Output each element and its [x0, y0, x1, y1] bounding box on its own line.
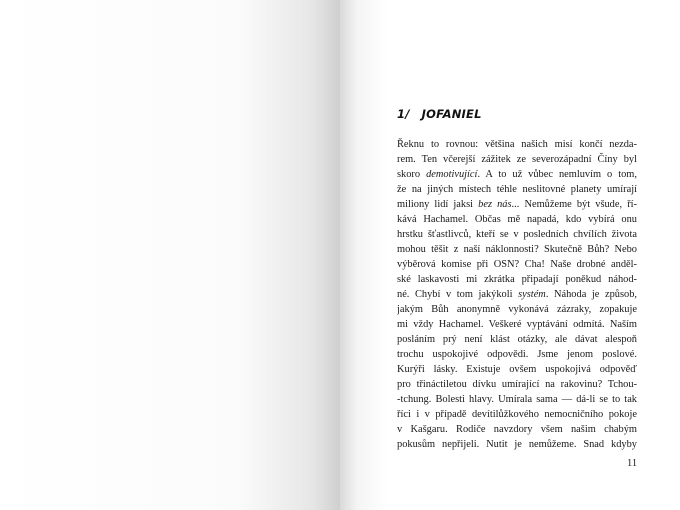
page-number: 11: [627, 458, 638, 469]
text-segment: říci i v případě devítilůžkového nemocničního pokoje: [397, 409, 637, 420]
italic-text: bez nás: [478, 199, 512, 210]
text-line: [397, 332, 637, 347]
text-segment: né. Chybí v tom jakýkoli: [397, 289, 519, 300]
text-line: [397, 152, 637, 167]
text-line: [397, 227, 637, 242]
text-line: [397, 287, 637, 302]
text-line: [397, 242, 637, 257]
text-segment: miliony lidí jaksi: [397, 199, 479, 210]
text-line: [397, 392, 637, 407]
text-segment: v Kašgaru. Rodiče navzdory všem našim chabým: [397, 424, 637, 435]
text-segment: hrstku šťastlivců, kteří se v posledních chvílích života: [397, 229, 637, 240]
text-segment: pokusům nepřijeli. Nutit je nemůžeme. Snad kdyby: [397, 439, 637, 450]
text-segment: rem. Ten včerejší zážitek ze severozápadní Číny byl: [397, 154, 637, 165]
text-line: [397, 272, 637, 287]
chapter-body-text: [397, 137, 637, 452]
text-segment: mohou těšit z naší náklonnosti? Skutečně Bůh? Nebo: [397, 244, 637, 255]
text-line: [397, 362, 637, 377]
text-segment: . Náhoda je způsob,: [545, 289, 637, 300]
text-segment: výběrová komise při OSN? Cha! Naše drobné anděl-: [397, 259, 637, 270]
text-segment: . A to už vůbec nemluvím o tom,: [477, 169, 637, 180]
text-segment: ské laskavosti mi zkrátka připadají poněkud náhod-: [397, 274, 637, 285]
chapter-number: 1/: [397, 107, 410, 121]
text-line: [397, 377, 637, 392]
text-line: [397, 182, 637, 197]
text-line: [397, 407, 637, 422]
text-segment: pro třináctiletou dívku umírající na rakovinu? Tchou-: [397, 379, 637, 390]
text-segment: mi vždy Hachamel. Veškeré vyptávání odmítá. Naším: [397, 319, 637, 330]
text-line: [397, 137, 637, 152]
text-segment: ... Nemůžeme být všude, ří-: [511, 199, 637, 210]
text-line: [397, 422, 637, 437]
text-line: [397, 317, 637, 332]
text-segment: Kurýři lásky. Existuje ovšem uspokojivá odpověď: [397, 364, 637, 375]
text-line: [397, 212, 637, 227]
text-line: [397, 197, 637, 212]
text-line: [397, 347, 637, 362]
chapter-heading: [397, 107, 482, 121]
text-segment: kává Hachamel. Občas mě napadá, kdo vybírá onu: [397, 214, 637, 225]
text-line: [397, 257, 637, 272]
text-line: [397, 302, 637, 317]
text-segment: trochu uspokojivé odpovědi. Jsme jenom poslové.: [397, 349, 637, 360]
text-segment: Řeknu to rovnou: většina našich misí končí nezda-: [397, 139, 637, 150]
text-segment: posláním prý není klást otázky, ale dávat alespoň: [397, 334, 637, 345]
text-line: [397, 167, 637, 182]
text-segment: skoro: [397, 169, 427, 180]
text-segment: že na jiných místech téhle neslitovné planety umírají: [397, 184, 637, 195]
text-line: [397, 437, 637, 452]
italic-text: demotivující: [426, 169, 478, 180]
text-segment: -tchung. Bolesti hlavy. Umírala sama — dá-li se to tak: [397, 394, 637, 405]
text-segment: jakým Bůh anonymně vykonává zázraky, zopakuje: [397, 304, 637, 315]
chapter-title: JOFANIEL: [421, 107, 482, 121]
italic-text: systém: [518, 289, 546, 300]
